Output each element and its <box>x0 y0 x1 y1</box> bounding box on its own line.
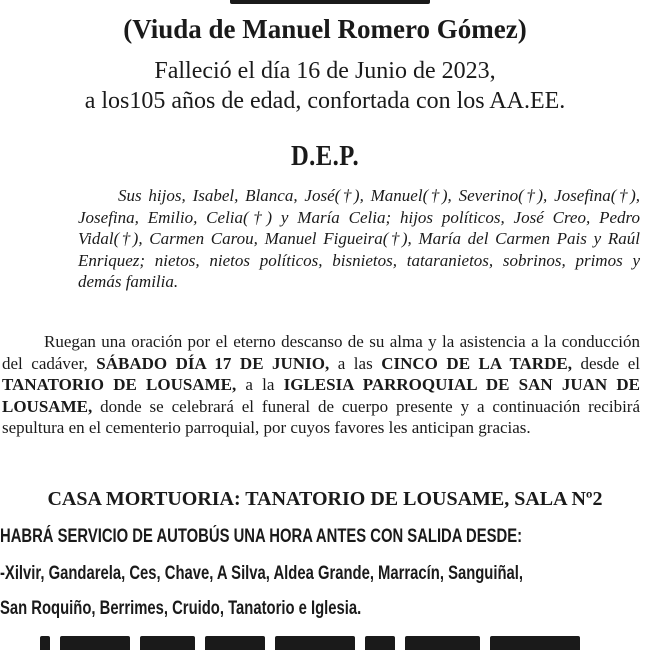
prayer-text: Ruegan una oración por el eterno descanso de su alma y la asistencia a la conducción del cadáver, <box>2 332 640 373</box>
dep-heading: D.E.P. <box>290 140 360 172</box>
prayer-text: a las <box>329 353 382 373</box>
prayer-text: desde el <box>571 353 640 373</box>
bus-service-heading: HABRÁ SERVICIO DE AUTOBÚS UNA HORA ANTES CON SALIDA DESDE: <box>0 526 523 547</box>
departure-place: TANATORIO DE LOUSAME, <box>2 375 237 394</box>
prayer-paragraph <box>2 331 640 439</box>
church-name: IGLESIA PARROQUIAL DE SAN JUAN DE LOUSAME, <box>2 375 640 416</box>
bus-stops-line-1: -Xilvir, Gandarela, Ces, Chave, A Silva, Aldea Grande, Marracín, Sanguiñal, <box>0 563 524 584</box>
prayer-text: donde se celebrará el funeral de cuerpo presente y a continuación recibirá sepultura en el cementerio parroquial, por cuyos favores les anticipan gracias. <box>2 396 640 437</box>
cropped-bottom-text <box>40 636 640 650</box>
prayer-text: a la <box>236 375 284 394</box>
family-paragraph: Sus hijos, Isabel, Blanca, José(†), Manuel(†), Severino(†), Josefina(†), Josefina, Emilio, Celia(†) y María Celia; hijos políticos, José Creo, Pedro Vidal(†), Carmen Carou, Manuel Figueira(†), María del Carmen Pais y Raúl Enriquez; nietos, nietos políticos, bisnietos, tataranietos, sobrinos, primos y demás familia. <box>78 186 640 292</box>
mortuary-line: CASA MORTUORIA: TANATORIO DE LOUSAME, SALA Nº2 <box>47 488 603 510</box>
widow-line: (Viuda de Manuel Romero Gómez) <box>123 14 527 44</box>
ceremony-time: CINCO DE LA TARDE, <box>381 353 572 373</box>
bus-stops-line-2: San Roquiño, Berrimes, Cruido, Tanatorio e Iglesia. <box>0 598 362 619</box>
death-date-line: Falleció el día 16 de Junio de 2023, <box>154 58 496 84</box>
cropped-name-heading <box>230 0 430 4</box>
ceremony-date: SÁBADO DÍA 17 DE JUNIO, <box>96 353 330 373</box>
age-line: a los105 años de edad, confortada con los AA.EE. <box>84 88 566 114</box>
